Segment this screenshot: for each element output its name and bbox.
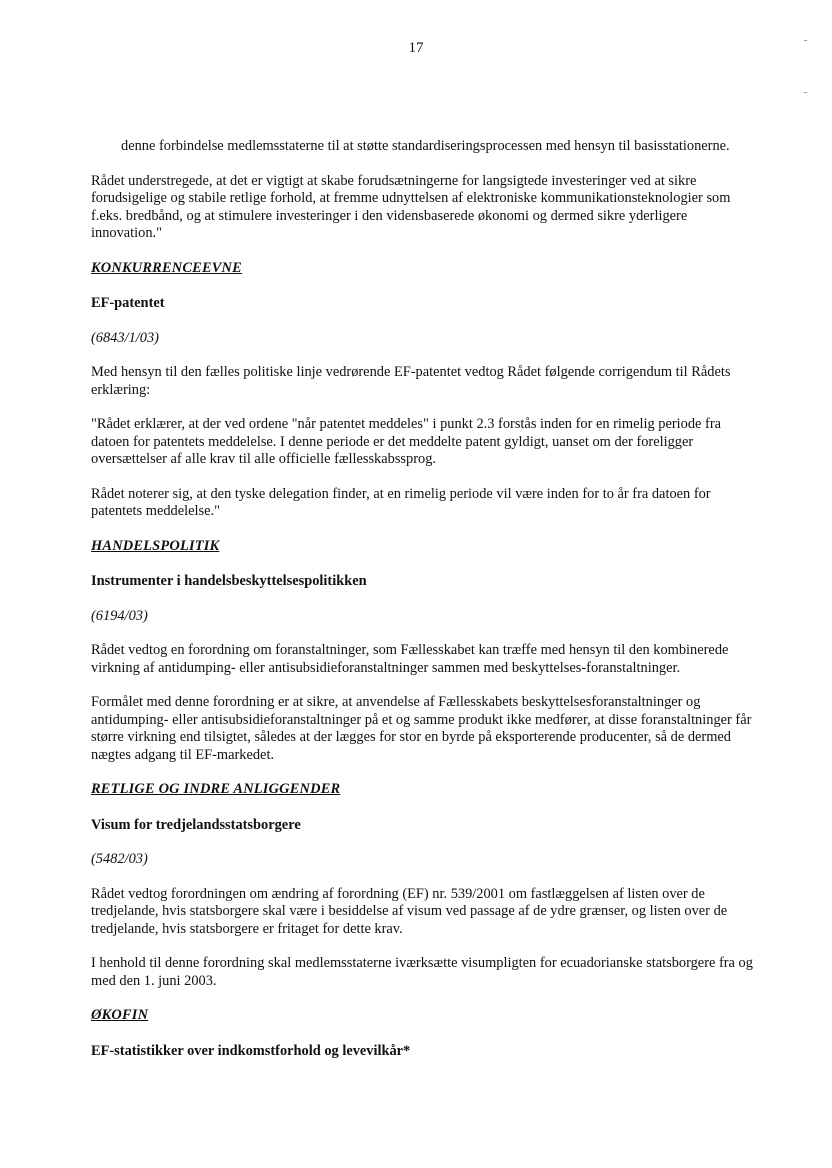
section-heading: RETLIGE OG INDRE ANLIGGENDER	[91, 781, 341, 797]
document-reference: (6194/03)	[91, 607, 148, 624]
paragraph: Med hensyn til den fælles politiske linje vedrørende EF-patentet vedtog Rådet følgende corrigendum til Rådets erklæring:	[91, 364, 731, 398]
paragraph: Rådet vedtog en forordning om foranstaltninger, som Fællesskabet kan træffe med hensyn til den kombinerede virkning af antidumping- eller antisubsidieforanstaltninger sammen med beskyttelses-foranstaltninger.	[91, 642, 729, 676]
section-heading: KONKURRENCEEVNE	[91, 259, 242, 276]
paragraph: Rådet vedtog forordningen om ændring af forordning (EF) nr. 539/2001 om fastlæggelsen af listen over de tredjelande, hvis statsborgere skal være i besiddelse af visum ved passage af de ydre grænser, og listen over de tredjelande, hvis statsborgere er fritaget for dette krav.	[91, 885, 728, 937]
paragraph: I henhold til denne forordning skal medlemsstaterne iværksætte visumpligten for ecuadorianske statsborgere fra og med den 1. juni 2003.	[91, 955, 753, 989]
document-body	[91, 138, 759, 1077]
section-heading: ØKOFIN	[91, 1007, 149, 1023]
paragraph: Rådet understregede, at det er vigtigt at skabe forudsætningerne for langsigtede investeringer ved at sikre forudsigelige og stabile retlige forhold, at fremme udnyttelsen af elektroniske kommunikationsteknologier som f.eks. bredbånd, og at stimulere investeringer i den vidensbaserede økonomi og dermed sikre yderligere innovation."	[91, 172, 731, 241]
paragraph: Formålet med denne forordning er at sikre, at anvendelse af Fællesskabets beskyttelsesforanstaltninger og antidumping- eller antisubsidieforanstaltninger på et og samme produkt ikke medfører, at disse foranstaltninger får større virkning end tilsigtet, således at der lægges for stor en byrde på eksporterende producenter, så de dermed nægtes adgang til EF-markedet.	[91, 694, 752, 763]
sub-heading: EF-statistikker over indkomstforhold og levevilkår*	[91, 1042, 411, 1059]
page-number: 17	[408, 40, 424, 56]
paragraph: denne forbindelse medlemsstaterne til at støtte standardiseringsprocessen med hensyn til basisstationerne.	[121, 138, 730, 154]
document-reference: (5482/03)	[91, 851, 148, 867]
paragraph: Rådet noterer sig, at den tyske delegation finder, at en rimelig periode vil være inden for to år fra datoen for patentets meddelelse."	[91, 485, 711, 519]
scan-mark	[804, 40, 807, 41]
sub-heading: Visum for tredjelandsstatsborgere	[91, 816, 301, 833]
paragraph: "Rådet erklærer, at der ved ordene "når patentet meddeles" i punkt 2.3 forstås inden for en rimelig periode fra datoen for patentets meddelelse. I denne periode er det meddelte patent gyldigt, uanset om der foreligger oversættelser af alle krav til alle officielle fællesskabssprog.	[91, 416, 722, 467]
scan-mark	[804, 92, 807, 93]
document-reference: (6843/1/03)	[91, 329, 159, 346]
sub-heading: Instrumenter i handelsbeskyttelsespolitikken	[91, 573, 367, 589]
section-heading: HANDELSPOLITIK	[91, 537, 220, 554]
sub-heading: EF-patentet	[91, 295, 165, 311]
